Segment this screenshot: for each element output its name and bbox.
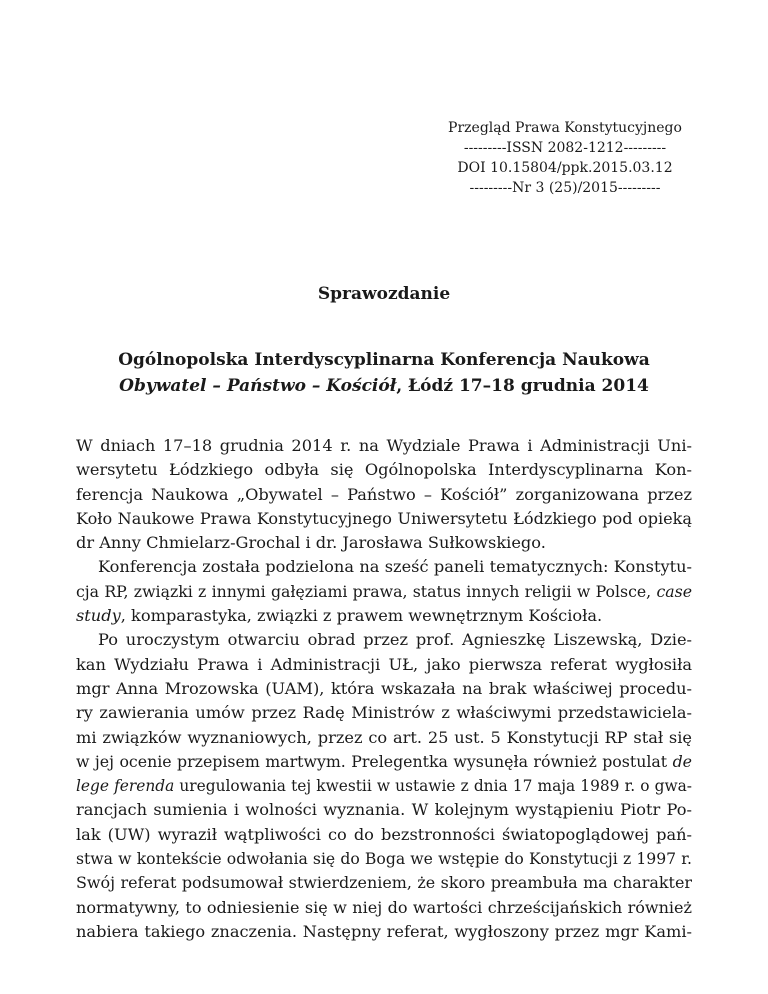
text-line [76, 774, 692, 798]
text-line: Konferencja została podzielona na sześć paneli tematycznych: Konstytu- [98, 557, 692, 577]
issue-number: ---------Nr 3 (25)/2015--------- [469, 180, 661, 196]
text-run: uregulowania tej kwestii w ustawie z dnia 17 maja 1989 r. o gwa- [174, 777, 692, 796]
text-run: cja RP, związki z innymi gałęziami prawa, status innych religii w Polsce, [76, 581, 657, 601]
text-line: nabiera takiego znaczenia. Następny referat, wygłoszony przez mgr Kami- [76, 921, 692, 941]
text-line: Koło Naukowe Prawa Konstytucyjnego Uniwersytetu Łódzkiego pod opieką [76, 508, 692, 528]
conference-title-line1: Ogólnopolska Interdyscyplinarna Konferencja Naukowa [118, 350, 650, 370]
doi: DOI 10.15804/ppk.2015.03.12 [457, 160, 673, 176]
article-body [76, 434, 692, 944]
text-line [76, 604, 692, 628]
text-line: kan Wydziału Prawa i Administracji UŁ, jako pierwsza referat wygłosiła [76, 654, 692, 674]
text-line: W dniach 17–18 grudnia 2014 r. na Wydziale Prawa i Administracji Uni- [76, 436, 692, 455]
text-line: mi związków wyznaniowych, przez co art. 25 ust. 5 Konstytucji RP stał się [76, 727, 692, 747]
text-line: stwa w kontekście odwołania się do Boga we wstępie do Konstytucji z 1997 r. [76, 849, 692, 869]
text-line: Swój referat podsumował stwierdzeniem, że skoro preambuła ma charakter [76, 873, 692, 893]
journal-name: Przegląd Prawa Konstytucyjnego [448, 120, 682, 136]
text-line: normatywny, to odniesienie się w niej do wartości chrześcijańskich również [76, 897, 692, 917]
conference-title [0, 347, 768, 399]
text-line: rancjach sumienia i wolności wyznania. W kolejnym wystąpieniu Piotr Po- [76, 800, 692, 820]
text-run: w jej ocenie przepisem martwym. Prelegentka wysunęła również postulat [76, 751, 673, 771]
conference-title-italic: Obywatel – Państwo – Kościół [119, 376, 397, 396]
italic-term: lege ferenda [76, 777, 175, 796]
conference-title-line2 [0, 373, 768, 399]
text-line: lak (UW) wyraził wątpliwości co do bezstronności światopoglądowej pań- [76, 824, 692, 844]
italic-term: de [672, 751, 692, 771]
text-line: ry zawierania umów przez Radę Ministrów z właściwymi przedstawiciela- [76, 703, 692, 723]
text-run: , komparastyka, związki z prawem wewnętrznym Kościoła. [120, 606, 603, 626]
conference-title-place-date: , Łódź 17–18 grudnia 2014 [396, 376, 649, 396]
report-label: Sprawozdanie [317, 284, 451, 304]
text-line [76, 580, 692, 604]
italic-term: study [76, 606, 121, 626]
text-line: dr Anny Chmielarz-Grochal i dr. Jarosława Sułkowskiego. [76, 533, 546, 553]
italic-term: case [656, 581, 692, 601]
text-line [76, 750, 692, 774]
text-line: Po uroczystym otwarciu obrad przez prof. Agnieszkę Liszewską, Dzie- [98, 630, 692, 650]
text-line: ferencja Naukowa „Obywatel – Państwo – Kościół” zorganizowana przez [76, 484, 692, 504]
journal-header [440, 118, 690, 198]
issn: ---------ISSN 2082-1212--------- [463, 140, 667, 156]
text-line: wersytetu Łódzkiego odbyła się Ogólnopolska Interdyscyplinarna Kon- [76, 460, 692, 480]
text-line: mgr Anna Mrozowska (UAM), która wskazała na brak właściwej procedu- [76, 678, 692, 698]
